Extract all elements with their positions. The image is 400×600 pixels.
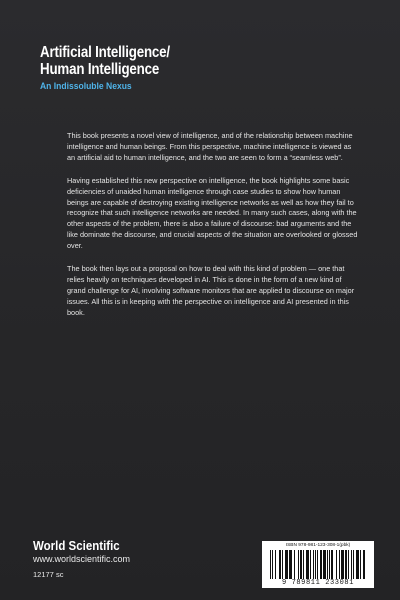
publisher-block bbox=[33, 539, 130, 580]
isbn-label: ISBN 978-981-123-308-1(pbk) bbox=[285, 543, 351, 548]
barcode bbox=[262, 541, 374, 588]
barcode-bars bbox=[270, 550, 366, 579]
title-block bbox=[40, 44, 360, 93]
blurb-paragraph: Having established this new perspective on intelligence, the book highlights some basic deficiencies of unaided human intelligence through case studies to show how human beings are capable of destroying existing intelligence networks as well as how they fail to recognize that such intelligence networks are needed. In many such cases, along with the other aspects of the problem, there is also a failure of discourse: bad arguments and the like dominate the discourse, and crucial aspects of the situation are overlooked or glossed over. bbox=[67, 175, 358, 251]
blurb-text bbox=[67, 131, 359, 331]
barcode-bar bbox=[364, 550, 365, 579]
book-title-line-1: Artificial Intelligence/ bbox=[40, 44, 170, 61]
book-title-line-2: Human Intelligence bbox=[40, 61, 160, 78]
publisher-url: www.worldscientific.com bbox=[33, 554, 131, 564]
blurb-paragraph: This book presents a novel view of intelligence, and of the relationship between machine intelligence and human beings. From this perspective, machine intelligence is viewed as an artificial aid to human intelligence, and the two are seen to form a “seamless web”. bbox=[67, 131, 353, 162]
book-subtitle: An Indissoluble Nexus bbox=[40, 81, 132, 92]
blurb-paragraph: The book then lays out a proposal on how to deal with this kind of problem — one that relies heavily on techniques developed in AI. This is done in the form of a new kind of grand challenge for AI, involving software monitors that are applied to discourse on major issues. All this is in keeping with the perspective on intelligence and AI presented in this book. bbox=[67, 264, 355, 317]
publisher-code: 12177 sc bbox=[33, 570, 64, 579]
publisher-name: World Scientific bbox=[33, 539, 120, 553]
barcode-digits: 9 789811 233081 bbox=[264, 579, 372, 587]
